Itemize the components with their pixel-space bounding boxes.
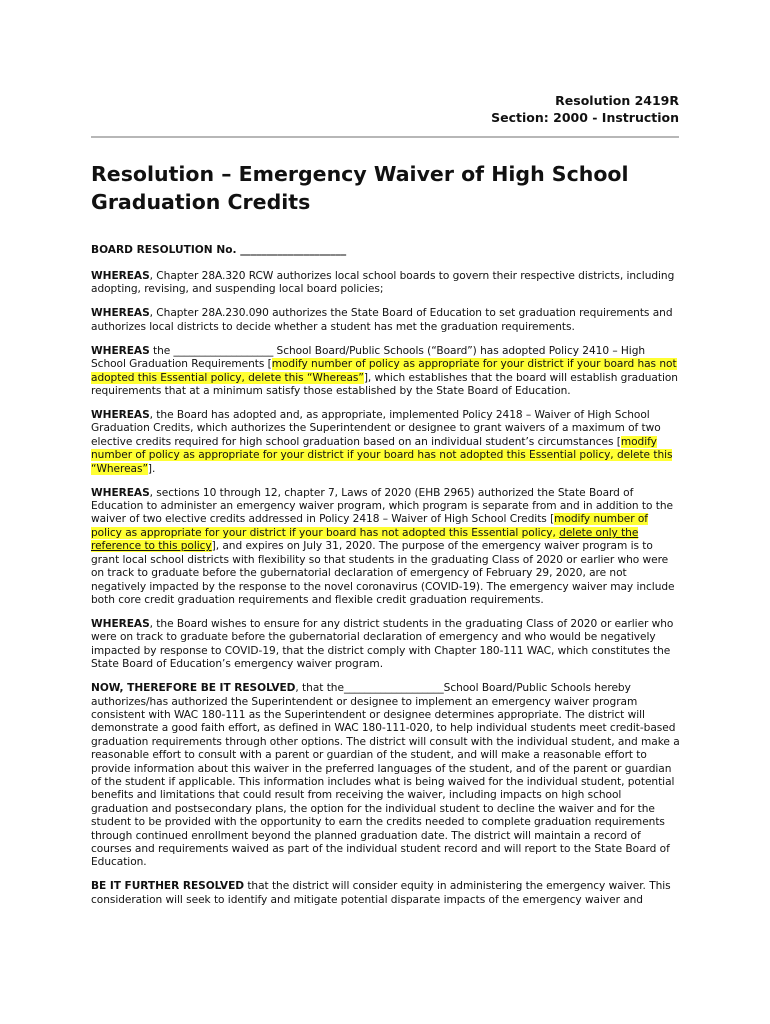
paragraph-text: , the Board has adopted and, as appropriate, implemented Policy 2418 – Waiver of High School Graduation Credits, which authorizes the Superintendent or designee to grant waivers of a maximum of two elective credits required for high school graduation based on an individual student’s circumstances [ — [91, 409, 661, 448]
whereas-keyword: WHEREAS — [91, 307, 150, 320]
paragraph-text: ]. — [147, 462, 156, 475]
whereas-paragraph-2 — [91, 307, 681, 334]
whereas-keyword: WHEREAS — [91, 617, 150, 630]
resolution-body — [91, 270, 681, 918]
district-name-blank: ___________________ — [343, 682, 444, 695]
whereas-keyword: WHEREAS — [91, 344, 150, 357]
section-label: Section: 2000 - Instruction — [491, 110, 679, 125]
document-header — [279, 92, 679, 126]
board-resolution-number — [91, 243, 681, 257]
whereas-keyword: WHEREAS — [91, 486, 150, 499]
paragraph-text: School Board/Public Schools hereby authorizes/has authorized the Superintendent or designee to implement an emergency waiver program consistent with WAC 180-111 as the Superintendent or designee determines appropriate. The district will demonstrate a good faith effort, as defined in WAC 180-111-020, to help individual students meet credit-based graduation requirements through other options. The district will consult with the individual student, and make a reasonable effort to consult with a parent or guardian of the student, and will make a reasonable effort to provide information about this waiver in the preferred languages of the student, and of the parent or guardian of the student if applicable. This information includes what is being waived for the individual student, potential benefits and limitations that could result from receiving the waiver, including impacts on high school graduation and postsecondary plans, the option for the individual student to decline the waiver and for the student to be provided with the opportunity to earn the credits needed to complete graduation requirements through continued enrollment beyond the planned graduation date. The district will maintain a record of courses and requirements waived as part of the individual student record and will report to the State Board of Education. — [91, 682, 680, 869]
whereas-keyword: WHEREAS — [91, 270, 150, 282]
paragraph-text: , Chapter 28A.320 RCW authorizes local school boards to govern their respective districts, including adopting, revising, and suspending local board policies; — [91, 270, 675, 296]
paragraph-text: ], and expires on July 31, 2020. The purpose of the emergency waiver program is to grant local school districts with flexibility so that students in the graduating Class of 2020 or earlier who were on track to graduate before the gubernatorial declaration of emergency of February 29, 2020, are not negatively impacted by the response to the novel coronavirus (COVID-19). The emergency waiver may include both core credit graduation requirements and flexible credit graduation requirements. — [91, 540, 675, 606]
whereas-paragraph-3 — [91, 345, 681, 399]
page-title — [91, 160, 681, 216]
highlighted-instruction: modify number of policy as appropriate for your district if your board has not adopted this Essential policy, — [91, 513, 648, 539]
paragraph-text: , sections 10 through 12, chapter 7, Laws of 2020 (EHB 2965) authorized the State Board of Education to administer an emergency waiver program, which program is separate from and in addition to the waiver of two elective credits addressed in Policy 2418 – Waiver of High School Credits [ — [91, 486, 674, 526]
board-resolution-label: BOARD RESOLUTION No. — [91, 244, 237, 256]
whereas-keyword: WHEREAS — [91, 409, 150, 422]
resolved-paragraph — [91, 682, 681, 870]
paragraph-text: ], which establishes that the board will establish graduation requirements that at a minimum satisfy those established by the State Board of Education. — [91, 371, 678, 398]
title-line-1: Resolution – Emergency Waiver of High School — [91, 162, 629, 186]
paragraph-text: the ___________________ School Board/Public Schools (“Board”) has adopted Policy 2410 – High School Graduation Requirements [ — [91, 344, 646, 371]
resolution-number: Resolution 2419R — [555, 93, 679, 108]
further-resolved-paragraph — [91, 880, 681, 907]
paragraph-text: that the district will consider equity in administering the emergency waiver. This consideration will seek to identify and mitigate potential disparate impacts of the emergency waiver and — [91, 880, 671, 906]
board-resolution-blank: ____________________ — [240, 244, 347, 256]
paragraph-text: , Chapter 28A.230.090 authorizes the State Board of Education to set graduation requirements and authorizes local districts to decide whether a student has met the graduation requirements. — [91, 307, 673, 333]
resolved-keyword: NOW, THEREFORE BE IT RESOLVED — [91, 682, 296, 695]
whereas-paragraph-1 — [91, 270, 681, 297]
header-divider — [91, 136, 679, 138]
highlighted-instruction: modify number of policy as appropriate for your district if your board has not adopted this Essential policy, delete this “Whereas” — [91, 358, 677, 384]
highlighted-underlined-instruction: delete only the reference to this policy — [91, 526, 639, 553]
title-line-2: Graduation Credits — [91, 190, 311, 214]
whereas-paragraph-6 — [91, 618, 681, 672]
paragraph-text: , that the — [295, 682, 344, 695]
highlighted-instruction: modify number of policy as appropriate for your district if your board has not adopted this Essential policy, delete this “Whereas” — [91, 435, 673, 475]
paragraph-text: , the Board wishes to ensure for any district students in the graduating Class of 2020 or earlier who were on track to graduate before the gubernatorial declaration of emergency and who would be negatively impacted by response to COVID-19, that the district comply with Chapter 180-111 WAC, which constitutes the State Board of Education’s emergency waiver program. — [91, 617, 674, 671]
whereas-paragraph-4 — [91, 409, 681, 476]
further-resolved-keyword: BE IT FURTHER RESOLVED — [91, 880, 244, 893]
whereas-paragraph-5 — [91, 487, 681, 608]
